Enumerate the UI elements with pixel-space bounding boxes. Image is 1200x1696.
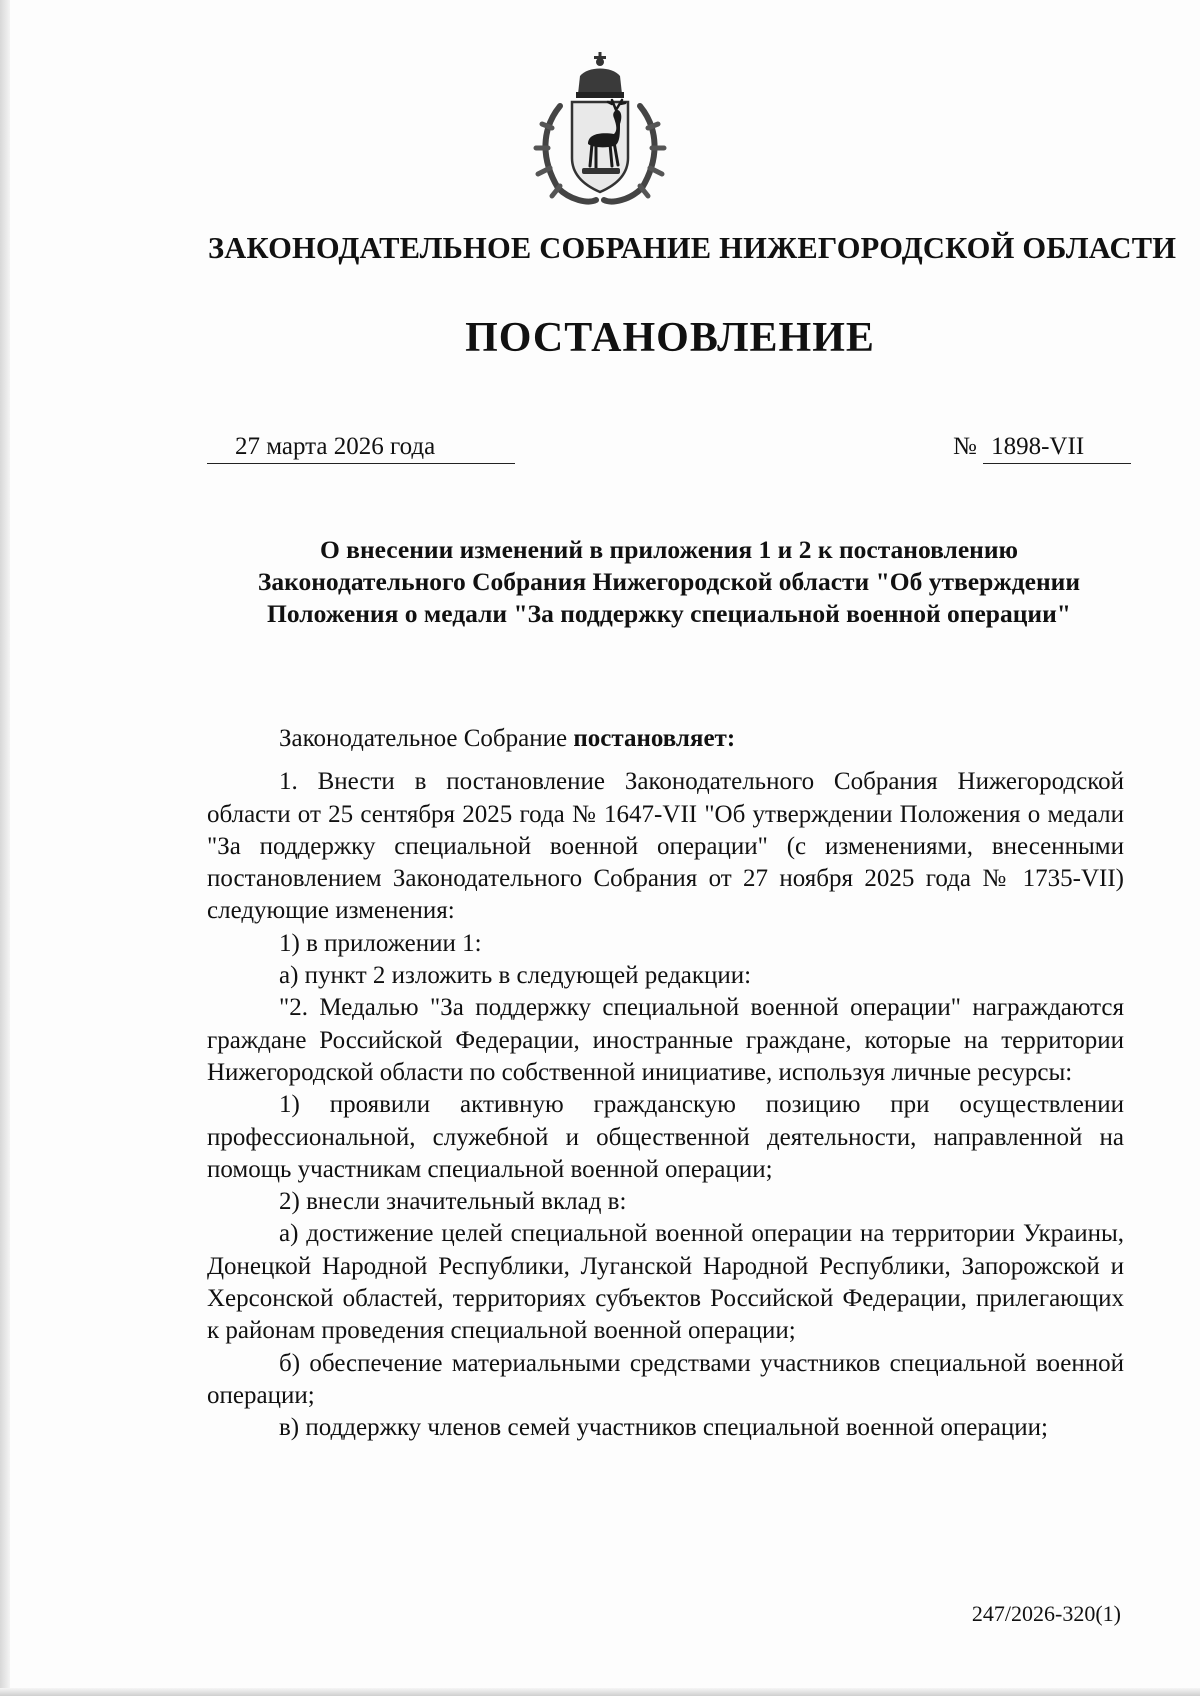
document-number [953, 431, 1128, 464]
scan-edge-left [0, 0, 10, 1696]
paragraph: 1. Внести в постановление Законодательного Собрания Нижегородской области от 25 сентября 2025 года № 1647-VII "Об утверждении Положения о медали "За поддержку специальной военной операции" (с изменениями, внесенными постановлением Законодательного Собрания от 27 ноября 2025 года № 1735-VII) следующие изменения: [207, 768, 1124, 925]
organization-name: ЗАКОНОДАТЕЛЬНОЕ СОБРАНИЕ НИЖЕГОРОДСКОЙ ОБЛАСТИ [208, 231, 1177, 265]
coat-of-arms-icon [530, 48, 670, 208]
registration-code: 247/2026-320(1) [971, 1601, 1121, 1626]
number-sign: № [953, 433, 977, 460]
preamble-bold: постановляет: [573, 725, 736, 752]
paragraph: "2. Медалью "За поддержку специальной военной операции" награждаются граждане Российской Федерации, иностранные граждане, которые на территории Нижегородской области по собственной инициативе, используя личные ресурсы: [207, 994, 1124, 1086]
document-type-heading: ПОСТАНОВЛЕНИЕ [465, 315, 875, 361]
number-value: 1898-VII [983, 431, 1131, 464]
document-date: 27 марта 2026 года [207, 431, 515, 464]
paragraph: 1) в приложении 1: [279, 929, 482, 957]
paragraph: а) достижение целей специальной военной операции на территории Украины, Донецкой Народной Республики, Луганской Народной Республики, Запорожской и Херсонской областей, территориях субъектов Российской Федерации, прилегающих к районам проведения специальной военной операции; [207, 1220, 1124, 1345]
document-title: О внесении изменений в приложения 1 и 2 к постановлению Законодательного Собрания Нижегородской области "Об утверждении Положения о медали "За поддержку специальной военной операции" [257, 535, 1081, 628]
paragraph: 1) проявили активную гражданскую позицию при осуществлении профессиональной, служебной и общественной деятельности, направленной на помощь участникам специальной военной операции; [207, 1091, 1124, 1183]
preamble-text: Законодательное Собрание [279, 725, 574, 752]
paragraph: 2) внесли значительный вклад в: [279, 1188, 627, 1216]
scan-edge-bottom [0, 1688, 1200, 1696]
paragraph: а) пункт 2 изложить в следующей редакции: [279, 962, 752, 990]
preamble [207, 723, 1124, 755]
paragraph: в) поддержку членов семей участников специальной военной операции; [279, 1414, 1048, 1442]
paragraph: б) обеспечение материальными средствами участников специальной военной операции; [207, 1349, 1124, 1409]
document-body [207, 723, 1124, 1445]
